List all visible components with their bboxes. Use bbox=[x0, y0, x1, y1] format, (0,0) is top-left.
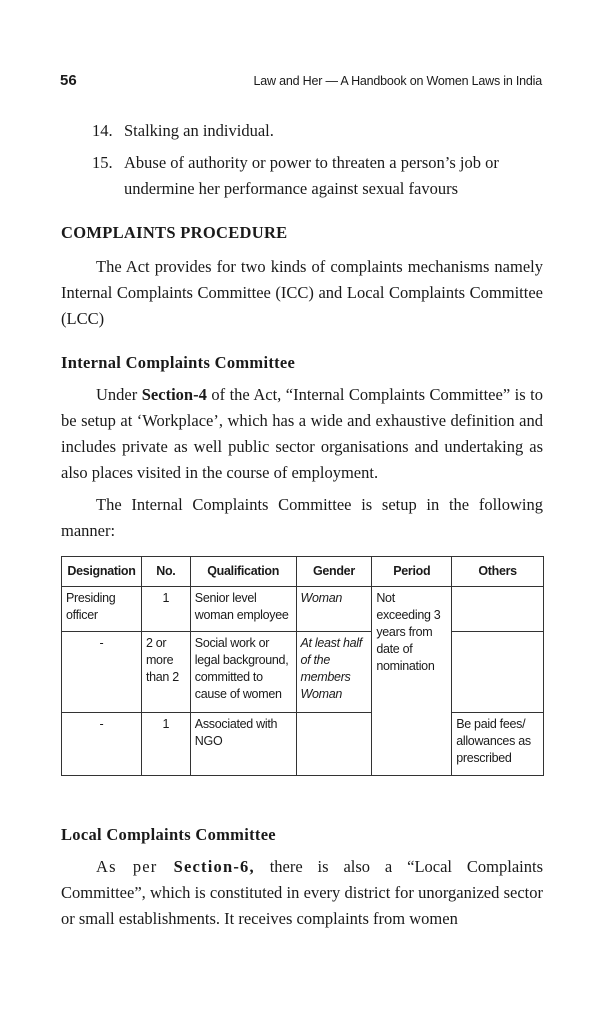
text-fragment: As per bbox=[96, 857, 174, 876]
page-body bbox=[61, 118, 543, 932]
column-header-qualification: Qualification bbox=[190, 557, 296, 587]
cell-gender bbox=[296, 713, 372, 776]
committee-table bbox=[61, 556, 544, 776]
running-header: Law and Her — A Handbook on Women Laws in India bbox=[253, 74, 542, 88]
cell-qualification: Social work or legal background, committed to cause of women bbox=[190, 632, 296, 713]
page-number: 56 bbox=[60, 72, 77, 89]
cell-no: 1 bbox=[141, 713, 190, 776]
list-item-text: Stalking an individual. bbox=[124, 121, 274, 140]
list-item bbox=[61, 118, 543, 144]
subsection-heading-icc: Internal Complaints Committee bbox=[61, 353, 296, 372]
cell-designation: - bbox=[62, 713, 142, 776]
list-item-number: 14. bbox=[92, 121, 113, 140]
cell-others: Be paid fees/ allowances as prescribed bbox=[452, 713, 544, 776]
list-item-number: 15. bbox=[92, 153, 113, 172]
column-header-others: Others bbox=[452, 557, 544, 587]
bold-section-reference: Section-4 bbox=[141, 385, 207, 404]
list-item bbox=[61, 150, 543, 202]
column-header-no: No. bbox=[141, 557, 190, 587]
column-header-period: Period bbox=[372, 557, 452, 587]
cell-period: Not exceeding 3 years from date of nomination bbox=[372, 587, 452, 776]
paragraph-lcc-section-6 bbox=[61, 854, 543, 932]
cell-others bbox=[452, 632, 544, 713]
table-row bbox=[62, 632, 544, 713]
column-header-designation: Designation bbox=[62, 557, 142, 587]
cell-gender: Woman bbox=[296, 587, 372, 632]
cell-qualification: Associated with NGO bbox=[190, 713, 296, 776]
cell-no: 1 bbox=[141, 587, 190, 632]
cell-no: 2 or more than 2 bbox=[141, 632, 190, 713]
text-fragment: there is also a “Local Complaints Committee”, which is constituted in every district for unorganized sector or small establishments. It receives complaints from women bbox=[61, 857, 543, 928]
table-header-row bbox=[62, 557, 544, 587]
cell-designation: Presiding officer bbox=[62, 587, 142, 632]
paragraph-icc-section-4 bbox=[61, 382, 543, 486]
cell-gender: At least half of the members Woman bbox=[296, 632, 372, 713]
cell-others bbox=[452, 587, 544, 632]
table-row bbox=[62, 713, 544, 776]
cell-designation: - bbox=[62, 632, 142, 713]
list-item-text: Abuse of authority or power to threaten a person’s job or undermine her performance against sexual favours bbox=[124, 153, 499, 198]
text-fragment: Under bbox=[96, 385, 142, 404]
bold-section-reference: Section-6, bbox=[173, 857, 255, 876]
subsection-heading-lcc: Local Complaints Committee bbox=[61, 825, 276, 844]
text-fragment: of the Act, “Internal Complaints Committee” is to be setup at ‘Workplace’, which has a wide and exhaustive definition and includes private as well public sector organisations and undertaking as also places visited in the course of employment. bbox=[61, 385, 543, 482]
cell-qualification: Senior level woman employee bbox=[190, 587, 296, 632]
column-header-gender: Gender bbox=[296, 557, 372, 587]
section-heading-complaints-procedure: COMPLAINTS PROCEDURE bbox=[61, 223, 288, 242]
paragraph-icc-setup: The Internal Complaints Committee is setup in the following manner: bbox=[61, 495, 543, 540]
table-row bbox=[62, 587, 544, 632]
paragraph-complaints-mechanisms: The Act provides for two kinds of complaints mechanisms namely Internal Complaints Committee (ICC) and Local Complaints Committee (LCC) bbox=[61, 257, 543, 328]
